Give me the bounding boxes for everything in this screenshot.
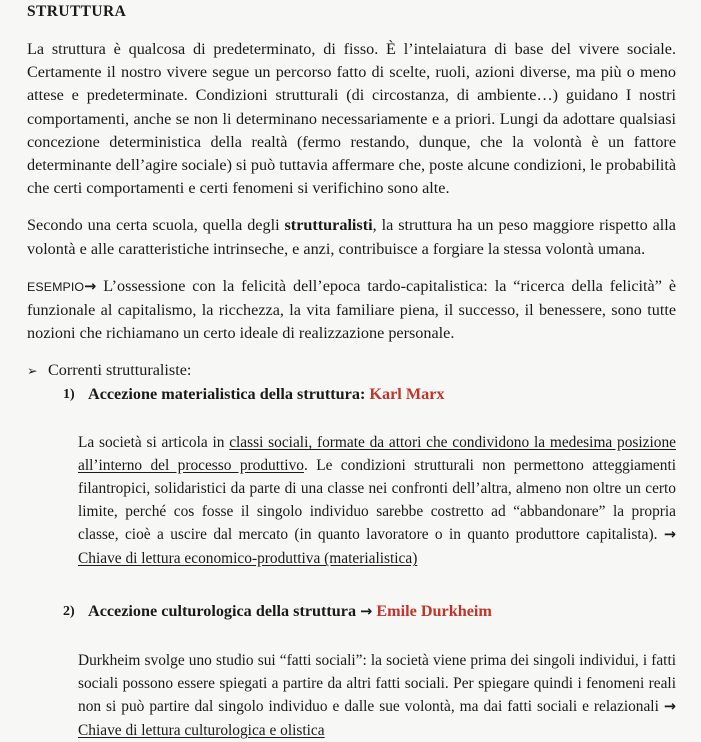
page-title: STRUTTURA [27, 3, 127, 20]
strutturalisti-emphasis: strutturalisti [284, 216, 373, 235]
arrow-icon: → [663, 699, 676, 716]
paragraph-intro-2 [27, 214, 676, 260]
esempio-text: L’ossessione con la felicità dell’epoca tardo-capitalistica: la “ricerca della felicità” è funzionale al capitalismo, la ricchezza, la vita familiare piena, il successo, il benessere, sono tutte nozioni che richiamano un certo ideale di realizzazione personale. [27, 276, 676, 343]
esempio-label: ESEMPIO [27, 279, 85, 294]
spacer [27, 624, 676, 634]
numbered-item-1-text [88, 383, 676, 406]
arrow-bullet-icon: ➢ [27, 363, 38, 379]
paragraph-marx [78, 431, 676, 570]
spacer [27, 22, 676, 38]
list-item-correnti [27, 359, 676, 382]
paragraph-marx-underline-2: Chiave di lettura economico-produttiva (materialistica) [78, 550, 418, 568]
paragraph-esempio [27, 275, 676, 346]
spacer [27, 200, 676, 214]
paragraph-intro-2-post: , la struttura ha un peso maggiore rispetto alla volontà e alle caratteristiche intrinseche, e anzi, contribuisce a forgiare la stessa volontà umana. [27, 216, 676, 258]
paragraph-durkheim [78, 649, 676, 742]
arrow-icon: → [663, 527, 676, 544]
arrow-icon: → [84, 278, 97, 295]
numbered-item-2-heading-pre: Accezione culturologica della struttura [88, 601, 361, 620]
paragraph-durkheim-underline: Chiave di lettura culturologica e olistica [78, 722, 325, 740]
numbered-item-1-heading-pre: Accezione materialistica della struttura: [88, 384, 370, 403]
numbered-item-2-number: 2) [63, 603, 75, 619]
document-page [0, 2, 701, 740]
paragraph-intro-1: La struttura è qualcosa di predeterminato, di fisso. È l’intelaiatura di base del vivere sociale. Certamente il nostro vivere segue un percorso fatto di scelte, ruoli, azioni diverse, ma più o meno attese e predeterminate. Condizioni strutturali (di circostanza, di ambiente…) guidano I nostri comportamenti, anche se non li determinano necessariamente e a priori. Lungi da adottare qualsiasi concezione deterministica della realtà (fermo restando, dunque, che la volontà è un fattore determinante dell’agire sociale) si può tuttavia affermare che, poste alcune condizioni, le probabilità che certi comportamenti e certi fenomeni si verifichino sono alte. [27, 40, 676, 198]
paragraph-intro-2-pre: Secondo una certa scuola, quella degli [27, 216, 285, 235]
spacer [27, 345, 676, 359]
spacer [27, 586, 676, 600]
paragraph-marx-pre: La società si articola in [78, 434, 230, 452]
numbered-item-2-heading [63, 600, 676, 624]
numbered-item-2-name: Emile Durkheim [376, 601, 492, 620]
list-item-label: Correnti strutturaliste: [48, 361, 192, 380]
numbered-item-2-text [88, 600, 676, 624]
paragraph-marx-underline-1: classi sociali, formate da attori che condividono la medesima posizione all’interno del processo produttivo [78, 434, 676, 475]
numbered-item-1-name: Karl Marx [369, 384, 445, 403]
numbered-item-1-heading [63, 383, 676, 406]
numbered-item-1-number: 1) [63, 386, 75, 402]
spacer [27, 261, 676, 275]
paragraph-marx-mid: . Le condizioni strutturali non permettono atteggiamenti filantropici, solidaristici da parte di una classe nei confronti dell’altra, almeno non oltre un certo limite, perché cos fosse il singolo individuo sarebbe costretto ad “abbandonare” la propria classe, cioè a uscire dal mercato (in quanto lavoratore o in quanto produttore capitalista). [78, 457, 676, 544]
arrow-icon: → [360, 603, 373, 620]
paragraph-durkheim-pre: Durkheim svolge uno studio sui “fatti sociali”: la società viene prima dei singoli individui, i fatti sociali possono essere spiegati a partire da altri fatti sociali. Per spiegare quindi i fenomeni reali non si può partire dal singolo individuo e dalle sue volontà, ma dai fatti sociali e relazionali [78, 652, 676, 716]
spacer [27, 406, 676, 416]
